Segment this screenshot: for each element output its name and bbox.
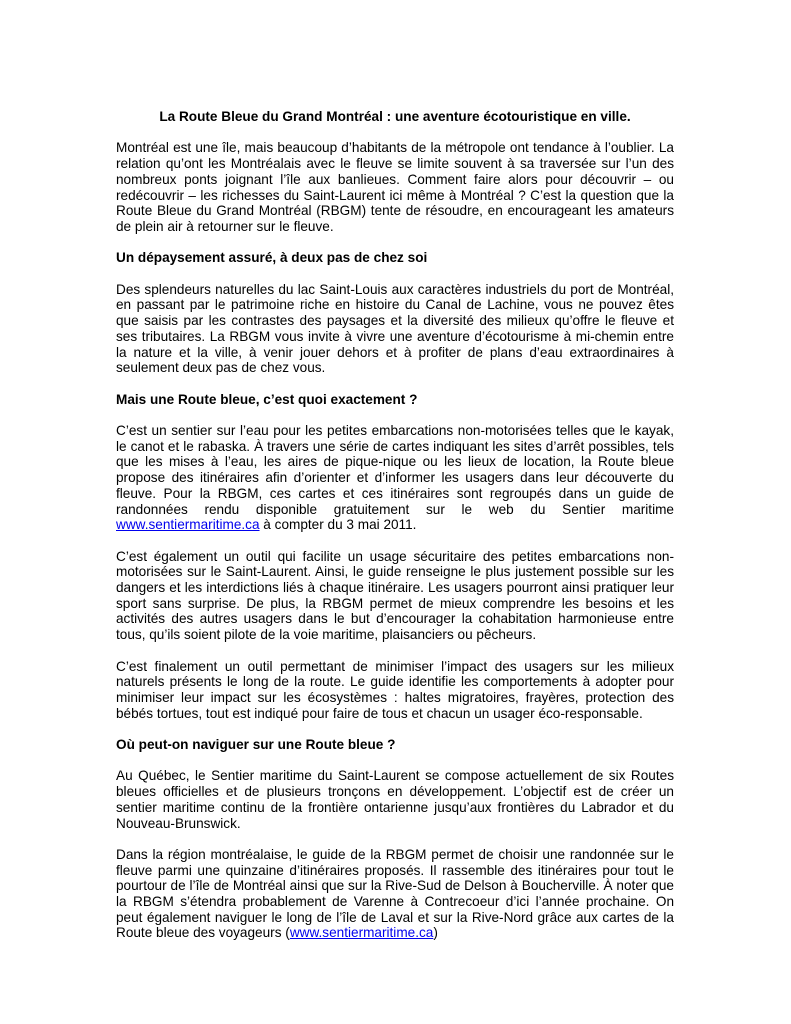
paragraph: C’est finalement un outil permettant de minimiser l’impact des usagers sur les milieux naturels présents le long de la route. Le guide identifie les comportements à adopter pour minimiser leur impact sur les écosystèmes : haltes migratoires, frayères, protection des bébés tortues, tout est indiqué pour faire de tous et chacun un usager éco-responsable. bbox=[116, 658, 674, 721]
paragraph-text: Dans la région montréalaise, le guide de la RBGM permet de choisir une randonnée sur le fleuve parmi une quinzaine d’itinéraires proposés. Il rassemble des itinéraires pour tout le pourtour de l’île de Montréal ainsi que sur la Rive-Sud de Delson à Boucherville. À noter que la RBGM s’étendra probablement de Varenne à Contrecoeur d’ici l’année prochaine. On peut également naviguer le long de l’île de Laval et sur la Rive-Nord grâce aux cartes de la Route bleue des voyageurs ( bbox=[116, 846, 674, 941]
paragraph-text: ) bbox=[433, 925, 438, 941]
document-page bbox=[116, 109, 674, 957]
document-title: La Route Bleue du Grand Montréal : une aventure écotouristique en ville. bbox=[159, 109, 631, 124]
paragraph: Au Québec, le Sentier maritime du Saint-Laurent se compose actuellement de six Routes bleues officielles et de plusieurs tronçons en développement. L’objectif est de créer un sentier maritime continu de la frontière ontarienne jusqu’aux frontières du Labrador et du Nouveau-Brunswick. bbox=[116, 768, 674, 831]
section-heading-ou-naviguer: Où peut-on naviguer sur une Route bleue ? bbox=[116, 737, 396, 752]
paragraph-text: C’est un sentier sur l’eau pour les petites embarcations non-motorisées telles que le kayak, le canot et le rabaska. À travers une série de cartes indiquant les sites d’arrêt possibles, tels que les mises à l’eau, les aires de pique-nique ou les lieux de location, la Route bleue propose des itinéraires afin d’orienter et d’informer les usagers dans leur découverte du fleuve. Pour la RBGM, ces cartes et ces itinéraires sont regroupés dans un guide de randonnées rendu disponible gratuitement sur le web du Sentier maritime bbox=[116, 422, 674, 517]
section-heading-depaysement: Un dépaysement assuré, à deux pas de chez soi bbox=[116, 250, 428, 266]
section-heading-route-bleue: Mais une Route bleue, c’est quoi exactement ? bbox=[116, 391, 418, 407]
paragraph-text: à compter du 3 mai 2011. bbox=[259, 517, 417, 533]
sentier-maritime-link[interactable]: www.sentiermaritime.ca bbox=[289, 925, 434, 941]
paragraph: Des splendeurs naturelles du lac Saint-Louis aux caractères industriels du port de Montréal, en passant par le patrimoine riche en histoire du Canal de Lachine, vous ne pouvez êtes que saisis par les contrastes des paysages et la diversité des milieux qu’offre le fleuve et ses tributaires. La RBGM vous invite à vivre une aventure d’écotourisme à mi-chemin entre la nature et la ville, à venir jouer dehors et à profiter de plans d’eau extraordinaires à seulement deux pas de chez vous. bbox=[116, 281, 674, 376]
paragraph bbox=[116, 423, 674, 533]
paragraph: C’est également un outil qui facilite un usage sécuritaire des petites embarcations non-motorisées sur le Saint-Laurent. Ainsi, le guide renseigne le plus justement possible sur les dangers et les interdictions liés à chaque itinéraire. Les usagers pourront ainsi pratiquer leur sport sans surprise. De plus, la RBGM permet de mieux comprendre les besoins et les activités des autres usagers dans le but d’encourager la cohabitation harmonieuse entre tous, qu’ils soient pilote de la voie maritime, plaisanciers ou pêcheurs. bbox=[116, 548, 674, 643]
paragraph bbox=[116, 847, 674, 941]
sentier-maritime-link[interactable]: www.sentiermaritime.ca bbox=[116, 517, 260, 533]
intro-paragraph: Montréal est une île, mais beaucoup d’habitants de la métropole ont tendance à l’oublier. La relation qu’ont les Montréalais avec le fleuve se limite souvent à sa traversée sur l’un des nombreux ponts joignant l’île aux banlieues. Comment faire alors pour découvrir – ou redécouvrir – les richesses du Saint-Laurent ici même à Montréal ? C’est la question que la Route Bleue du Grand Montréal (RBGM) tente de résoudre, en encourageant les amateurs de plein air à retourner sur le fleuve. bbox=[116, 140, 674, 234]
